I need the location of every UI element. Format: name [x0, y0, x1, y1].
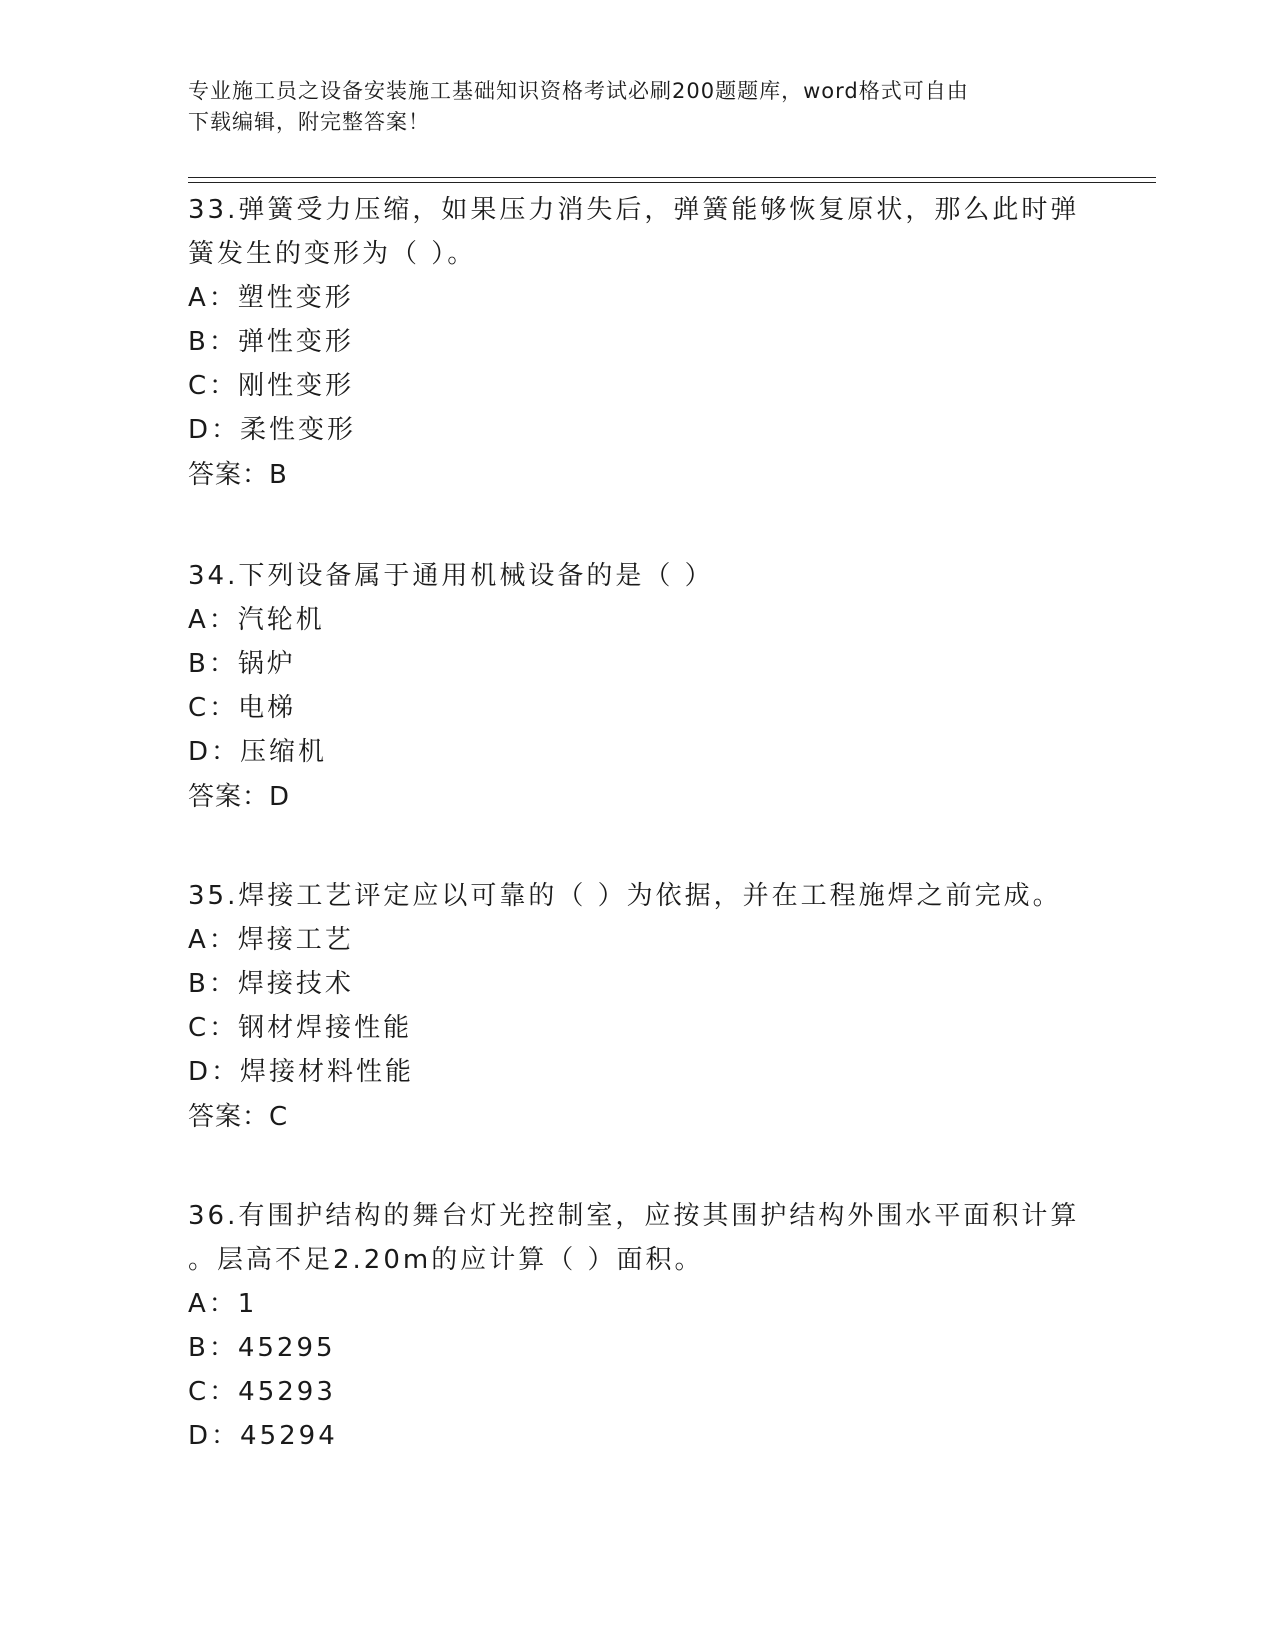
- question-stem-line: 33.弹簧受力压缩，如果压力消失后，弹簧能够恢复原状，那么此时弹: [188, 195, 1080, 225]
- option-c: C：刚性变形: [188, 371, 355, 401]
- option-b: B：锅炉: [188, 649, 296, 679]
- header-line-2: 下载编辑，附完整答案！: [188, 110, 430, 134]
- option-c: C：钢材焊接性能: [188, 1013, 413, 1043]
- question-stem-line: 36.有围护结构的舞台灯光控制室，应按其围护结构外围水平面积计算: [188, 1201, 1080, 1231]
- question-36: [188, 1194, 1088, 1458]
- option-a: A：塑性变形: [188, 283, 354, 313]
- option-a: A：1: [188, 1289, 258, 1319]
- option-c: C：电梯: [188, 693, 297, 723]
- option-d: D：焊接材料性能: [188, 1057, 415, 1087]
- document-header: [188, 76, 1088, 138]
- option-b: B：45295: [188, 1333, 336, 1363]
- option-d: D：柔性变形: [188, 415, 357, 445]
- header-divider-top: [188, 177, 1156, 178]
- question-stem-line: 34.下列设备属于通用机械设备的是（ ）: [188, 561, 714, 591]
- option-b: B：焊接技术: [188, 969, 354, 999]
- header-line-1: 专业施工员之设备安装施工基础知识资格考试必刷200题题库，word格式可自由: [188, 79, 969, 103]
- option-d: D：45294: [188, 1421, 338, 1451]
- question-stem-line: 35.焊接工艺评定应以可靠的（ ）为依据，并在工程施焊之前完成。: [188, 881, 1062, 911]
- question-stem-line: 簧发生的变形为（ ）。: [188, 239, 477, 269]
- question-33: [188, 188, 1088, 498]
- answer-line: 答案：B: [188, 460, 288, 490]
- question-35: [188, 874, 1088, 1140]
- header-divider-bottom: [188, 182, 1156, 183]
- question-stem-line: 。层高不足2.20m的应计算（ ）面积。: [188, 1245, 704, 1275]
- answer-line: 答案：C: [188, 1102, 289, 1132]
- option-a: A：汽轮机: [188, 605, 325, 635]
- option-b: B：弹性变形: [188, 327, 354, 357]
- option-c: C：45293: [188, 1377, 336, 1407]
- option-d: D：压缩机: [188, 737, 328, 767]
- answer-line: 答案：D: [188, 782, 291, 812]
- option-a: A：焊接工艺: [188, 925, 354, 955]
- question-34: [188, 554, 1088, 820]
